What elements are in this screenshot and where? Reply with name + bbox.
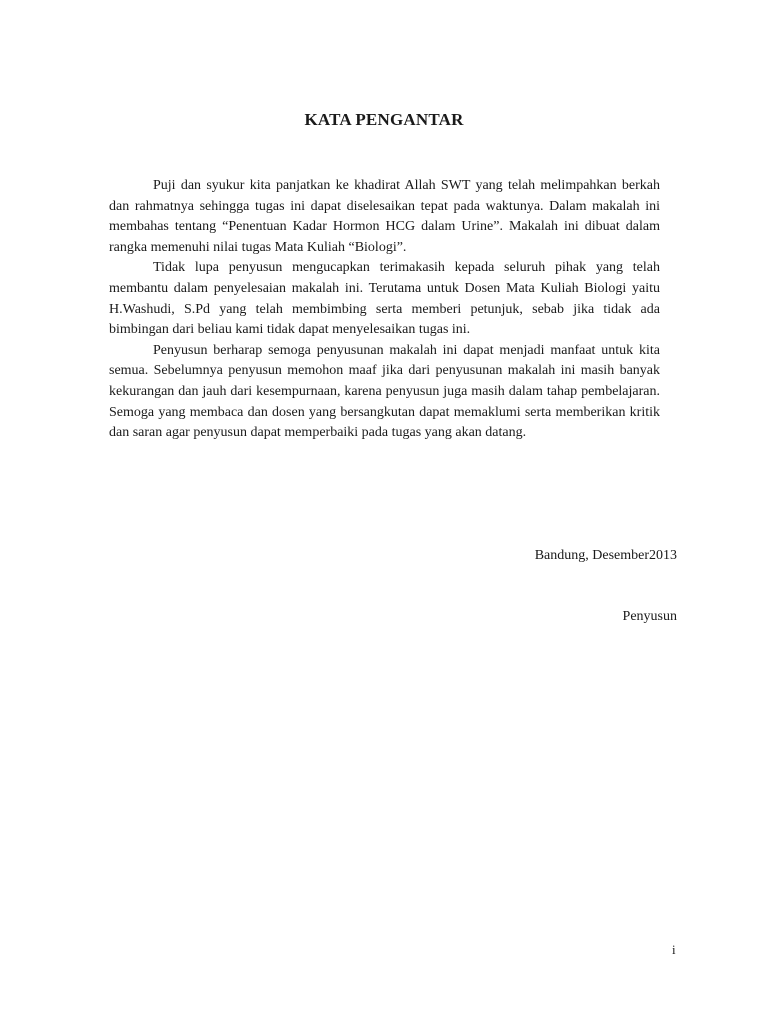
paragraph-3: Penyusun berharap semoga penyusunan makalah ini dapat menjadi manfaat untuk kita semua. Sebelumnya penyusun memohon maaf jika dari penyusunan makalah ini masih banyak kekurangan dan jauh dari kesempurnaan, karena penyusun juga masih dalam tahap pembelajaran. Semoga yang membaca dan dosen yang bersangkutan dapat memaklumi serta memberikan kritik dan saran agar penyusun dapat memperbaiki pada tugas yang akan datang.	[109, 342, 660, 441]
page-number: i	[672, 942, 676, 957]
paragraph-2: Tidak lupa penyusun mengucapkan terimakasih kepada seluruh pihak yang telah membantu dalam penyelesaian makalah ini. Terutama untuk Dosen Mata Kuliah Biologi yaitu H.Washudi, S.Pd yang telah membimbing serta memberi petunjuk, sebab jika tidak ada bimbingan dari beliau kami tidak dapat menyelesaikan tugas ini.	[109, 260, 660, 338]
paragraph-1: Puji dan syukur kita panjatkan ke khadirat Allah SWT yang telah melimpahkan berkah dan rahmatnya sehingga tugas ini dapat diselesaikan tepat pada waktunya. Dalam makalah ini membahas tentang “Penentuan Kadar Hormon HCG dalam Urine”. Makalah ini dibuat dalam rangka memenuhi nilai tugas Mata Kuliah “Biologi”.	[109, 178, 660, 255]
foreword-body	[109, 176, 660, 444]
author-signoff: Penyusun	[622, 609, 677, 624]
page-title: KATA PENGANTAR	[304, 110, 464, 129]
place-date: Bandung, Desember2013	[534, 548, 677, 563]
